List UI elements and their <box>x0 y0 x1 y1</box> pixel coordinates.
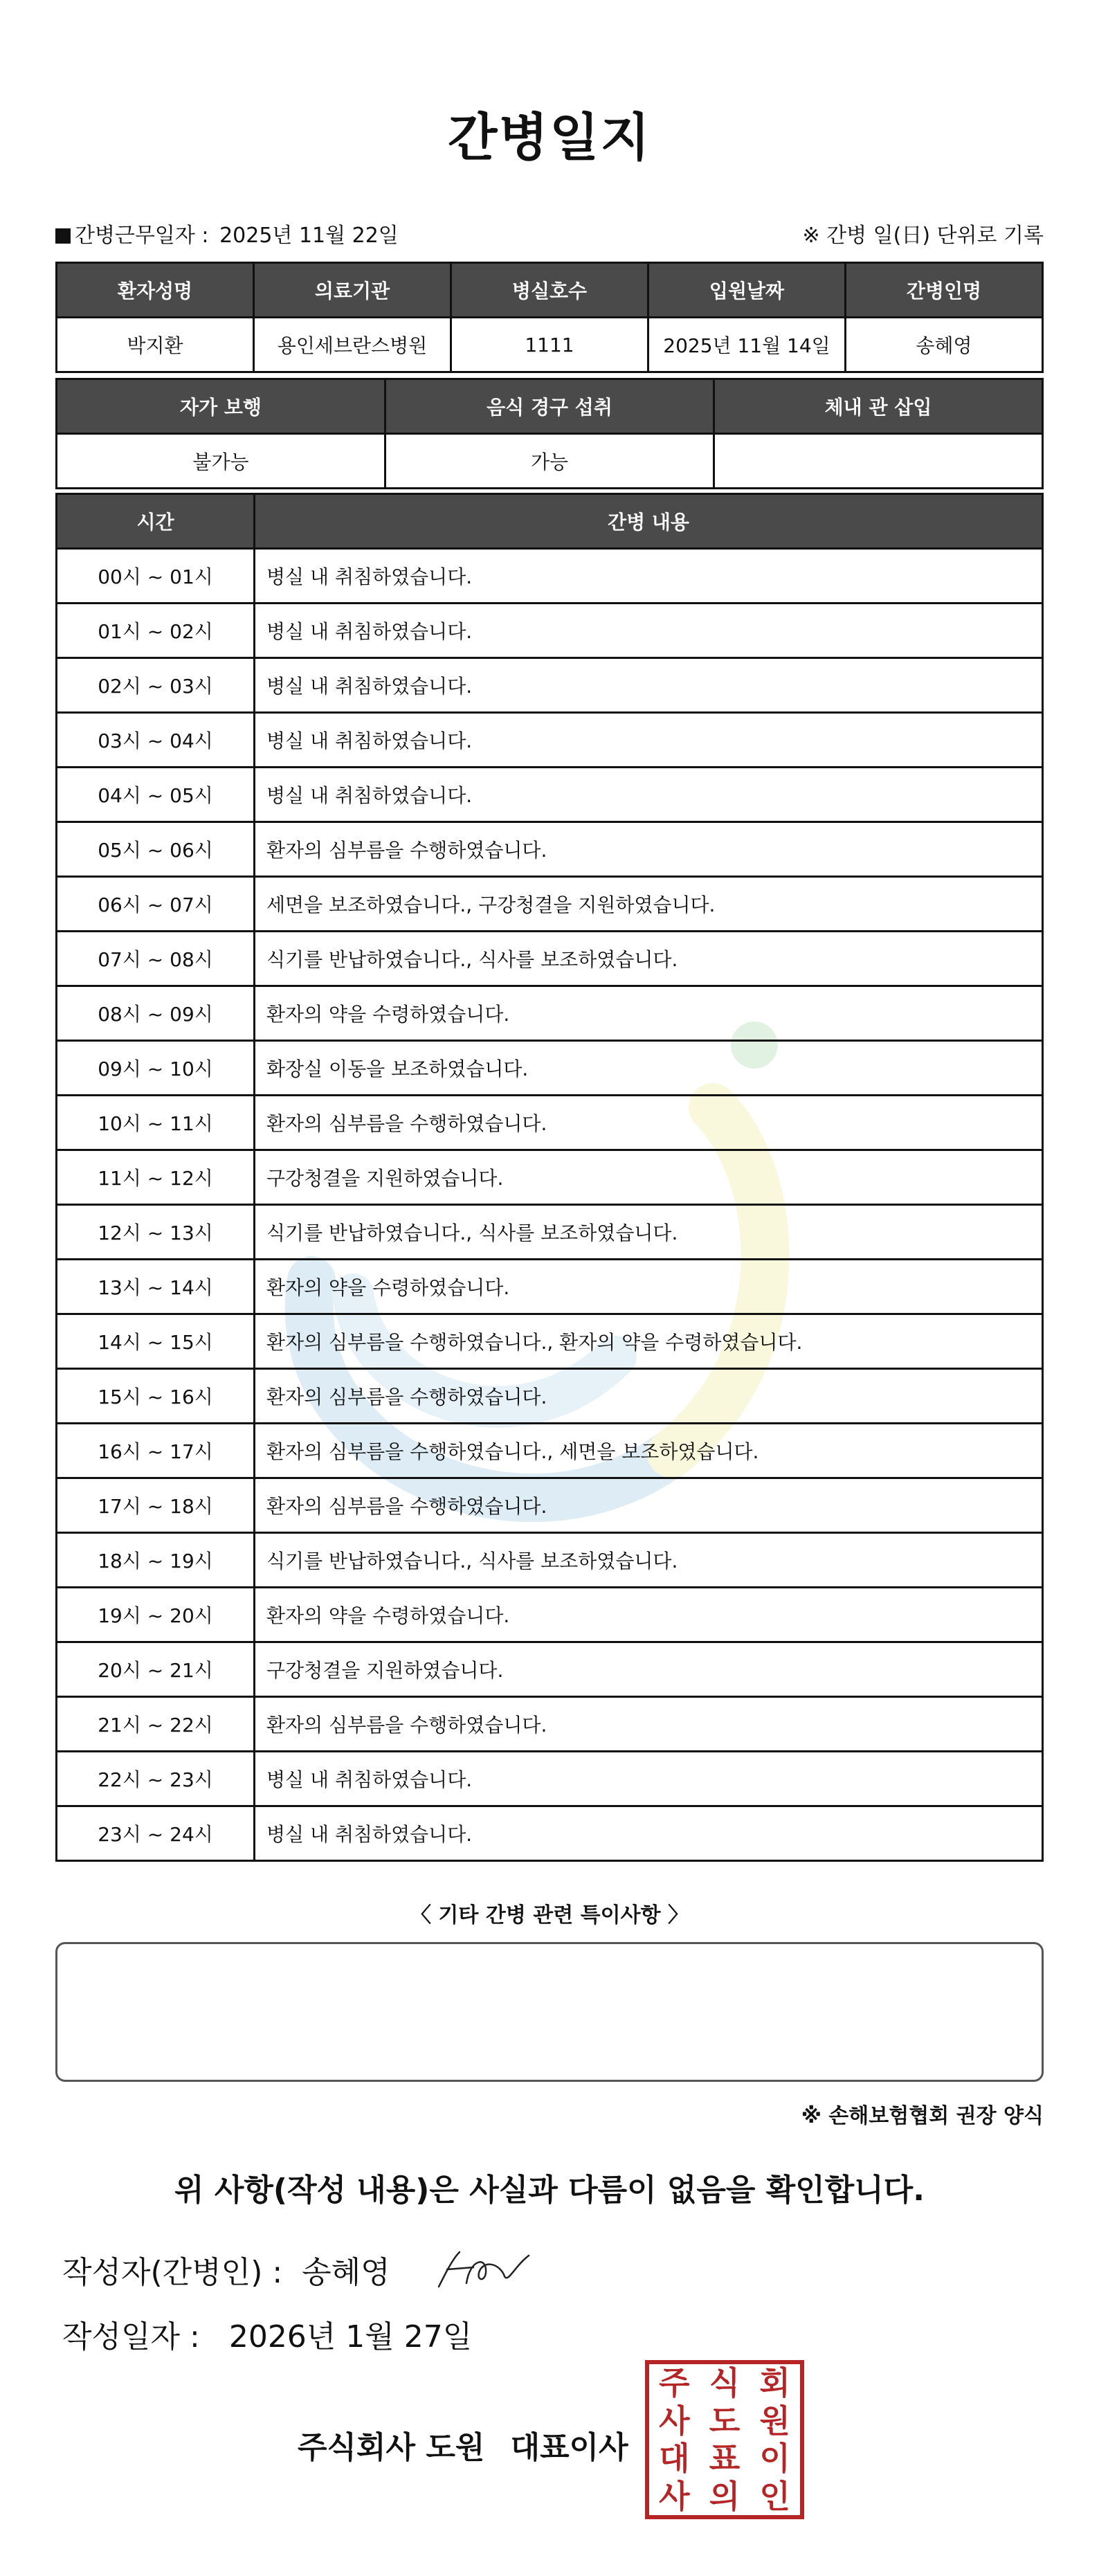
content-cell: 구강청결을 지원하였습니다. <box>255 1642 1043 1697</box>
time-cell: 17시 ~ 18시 <box>57 1478 255 1533</box>
patient-info-table <box>55 262 1044 373</box>
page-title: 간병일지 <box>448 108 651 167</box>
content-cell: 환자의 심부름을 수행하였습니다. <box>255 1478 1043 1533</box>
company-title: 대표이사 <box>510 2430 628 2465</box>
oral-intake-status: 가능 <box>385 434 714 489</box>
content-cell: 환자의 약을 수령하였습니다. <box>255 1260 1043 1314</box>
content-cell: 식기를 반납하였습니다., 식사를 보조하였습니다. <box>255 1533 1043 1588</box>
header-time: 시간 <box>57 494 255 549</box>
written-date-label: 작성일자 : <box>62 2319 200 2355</box>
writer-line <box>62 2245 536 2294</box>
seal-char: 회 <box>759 2364 790 2402</box>
content-cell: 병실 내 취침하였습니다. <box>255 604 1043 658</box>
content-cell: 병실 내 취침하였습니다. <box>255 713 1043 768</box>
work-date-value: 2025년 11월 22일 <box>219 224 399 248</box>
time-cell: 07시 ~ 08시 <box>57 932 255 986</box>
header-oral-intake: 음식 경구 섭취 <box>385 379 714 434</box>
company-seal-icon <box>645 2360 804 2519</box>
seal-char: 대 <box>659 2440 690 2478</box>
time-cell: 13시 ~ 14시 <box>57 1260 255 1314</box>
time-cell: 12시 ~ 13시 <box>57 1205 255 1260</box>
time-cell: 01시 ~ 02시 <box>57 604 255 658</box>
table-row <box>57 1806 1043 1861</box>
time-cell: 10시 ~ 11시 <box>57 1096 255 1150</box>
seal-char: 사 <box>659 2402 690 2440</box>
patient-name: 박지환 <box>57 318 254 372</box>
patient-status-table <box>55 378 1044 489</box>
content-cell: 병실 내 취침하였습니다. <box>255 549 1043 604</box>
header-hospital: 의료기관 <box>254 263 451 318</box>
seal-char: 사 <box>659 2477 690 2515</box>
time-cell: 19시 ~ 20시 <box>57 1588 255 1642</box>
content-cell: 환자의 심부름을 수행하였습니다. <box>255 822 1043 877</box>
company-line <box>298 2422 644 2467</box>
content-cell: 환자의 심부름을 수행하였습니다. <box>255 1697 1043 1752</box>
table-row <box>57 877 1043 932</box>
header-caregiver: 간병인명 <box>846 263 1043 318</box>
time-cell: 14시 ~ 15시 <box>57 1314 255 1369</box>
table-row <box>57 658 1043 713</box>
company-name: 주식회사 도원 <box>298 2430 485 2465</box>
walking-status: 불가능 <box>57 434 385 489</box>
header-care-content: 간병 내용 <box>255 494 1043 549</box>
header-admission-date: 입원날짜 <box>648 263 846 318</box>
content-cell: 식기를 반납하였습니다., 식사를 보조하였습니다. <box>255 1205 1043 1260</box>
content-cell: 화장실 이동을 보조하였습니다. <box>255 1041 1043 1096</box>
content-cell: 환자의 심부름을 수행하였습니다. <box>255 1096 1043 1150</box>
table-row <box>57 1478 1043 1533</box>
table-row <box>57 1642 1043 1697</box>
writer-label: 작성자(간병인) : <box>62 2255 283 2290</box>
table-row <box>57 1697 1043 1752</box>
time-cell: 20시 ~ 21시 <box>57 1642 255 1697</box>
seal-char: 식 <box>709 2364 741 2402</box>
table-row <box>57 1424 1043 1478</box>
time-cell: 02시 ~ 03시 <box>57 658 255 713</box>
time-cell: 04시 ~ 05시 <box>57 768 255 822</box>
time-cell: 15시 ~ 16시 <box>57 1369 255 1424</box>
header-walking: 자가 보행 <box>57 379 385 434</box>
table-row <box>57 1205 1043 1260</box>
writer-name: 송혜영 <box>302 2255 390 2290</box>
table-row <box>57 1369 1043 1424</box>
care-log-table <box>55 493 1044 1862</box>
content-cell: 병실 내 취침하였습니다. <box>255 1806 1043 1861</box>
time-cell: 00시 ~ 01시 <box>57 549 255 604</box>
work-date <box>55 218 403 248</box>
table-row <box>57 932 1043 986</box>
time-cell: 05시 ~ 06시 <box>57 822 255 877</box>
content-cell: 환자의 심부름을 수행하였습니다., 세면을 보조하였습니다. <box>255 1424 1043 1478</box>
content-cell: 환자의 약을 수령하였습니다. <box>255 986 1043 1041</box>
seal-char: 이 <box>759 2440 790 2478</box>
special-notes-title: 〈 기타 간병 관련 특이사항 〉 <box>410 1903 689 1928</box>
table-row <box>57 1314 1043 1369</box>
table-row <box>57 1096 1043 1150</box>
tube-status <box>714 434 1043 489</box>
table-row <box>57 549 1043 604</box>
content-cell: 환자의 심부름을 수행하였습니다. <box>255 1369 1043 1424</box>
time-cell: 08시 ~ 09시 <box>57 986 255 1041</box>
content-cell: 환자의 약을 수령하였습니다. <box>255 1588 1043 1642</box>
header-patient-name: 환자성명 <box>57 263 254 318</box>
confirmation-statement: 위 사항(작성 내용)은 사실과 다름이 없음을 확인합니다. <box>174 2173 925 2208</box>
time-cell: 03시 ~ 04시 <box>57 713 255 768</box>
seal-char: 인 <box>759 2477 790 2515</box>
written-date-line <box>62 2312 472 2356</box>
table-row <box>57 1260 1043 1314</box>
time-cell: 18시 ~ 19시 <box>57 1533 255 1588</box>
work-date-label: 간병근무일자 : <box>75 224 209 248</box>
written-date-value: 2026년 1월 27일 <box>228 2319 473 2355</box>
seal-char: 표 <box>709 2440 741 2478</box>
table-row <box>57 1752 1043 1806</box>
time-cell: 06시 ~ 07시 <box>57 877 255 932</box>
square-bullet-icon <box>55 228 71 244</box>
special-notes-box <box>55 1942 1044 2082</box>
time-cell: 23시 ~ 24시 <box>57 1806 255 1861</box>
content-cell: 병실 내 취침하였습니다. <box>255 658 1043 713</box>
table-row <box>57 1150 1043 1205</box>
signature-icon <box>432 2245 536 2294</box>
table-row <box>57 713 1043 768</box>
content-cell: 환자의 심부름을 수행하였습니다., 환자의 약을 수령하였습니다. <box>255 1314 1043 1369</box>
record-unit-note: ※ 간병 일(日) 단위로 기록 <box>802 224 1044 248</box>
seal-char: 주 <box>659 2364 690 2402</box>
content-cell: 병실 내 취침하였습니다. <box>255 1752 1043 1806</box>
table-row <box>57 1041 1043 1096</box>
time-cell: 22시 ~ 23시 <box>57 1752 255 1806</box>
meta-row <box>55 216 1044 251</box>
room-number: 1111 <box>451 318 648 372</box>
header-room: 병실호수 <box>451 263 648 318</box>
hospital: 용인세브란스병원 <box>254 318 451 372</box>
time-cell: 16시 ~ 17시 <box>57 1424 255 1478</box>
table-row <box>57 1588 1043 1642</box>
content-cell: 세면을 보조하였습니다., 구강청결을 지원하였습니다. <box>255 877 1043 932</box>
content-cell: 구강청결을 지원하였습니다. <box>255 1150 1043 1205</box>
time-cell: 09시 ~ 10시 <box>57 1041 255 1096</box>
seal-char: 의 <box>709 2477 741 2515</box>
table-row <box>57 604 1043 658</box>
caregiver-name: 송혜영 <box>846 318 1043 372</box>
table-row <box>57 1533 1043 1588</box>
time-cell: 11시 ~ 12시 <box>57 1150 255 1205</box>
time-cell: 21시 ~ 22시 <box>57 1697 255 1752</box>
admission-date: 2025년 11월 14일 <box>648 318 846 372</box>
table-row <box>57 768 1043 822</box>
header-tube: 체내 관 삽입 <box>714 379 1043 434</box>
table-row <box>57 822 1043 877</box>
seal-char: 원 <box>759 2402 790 2440</box>
seal-char: 도 <box>709 2402 741 2440</box>
table-row <box>57 986 1043 1041</box>
content-cell: 병실 내 취침하였습니다. <box>255 768 1043 822</box>
form-note: ※ 손해보험협회 권장 양식 <box>801 2104 1044 2128</box>
content-cell: 식기를 반납하였습니다., 식사를 보조하였습니다. <box>255 932 1043 986</box>
